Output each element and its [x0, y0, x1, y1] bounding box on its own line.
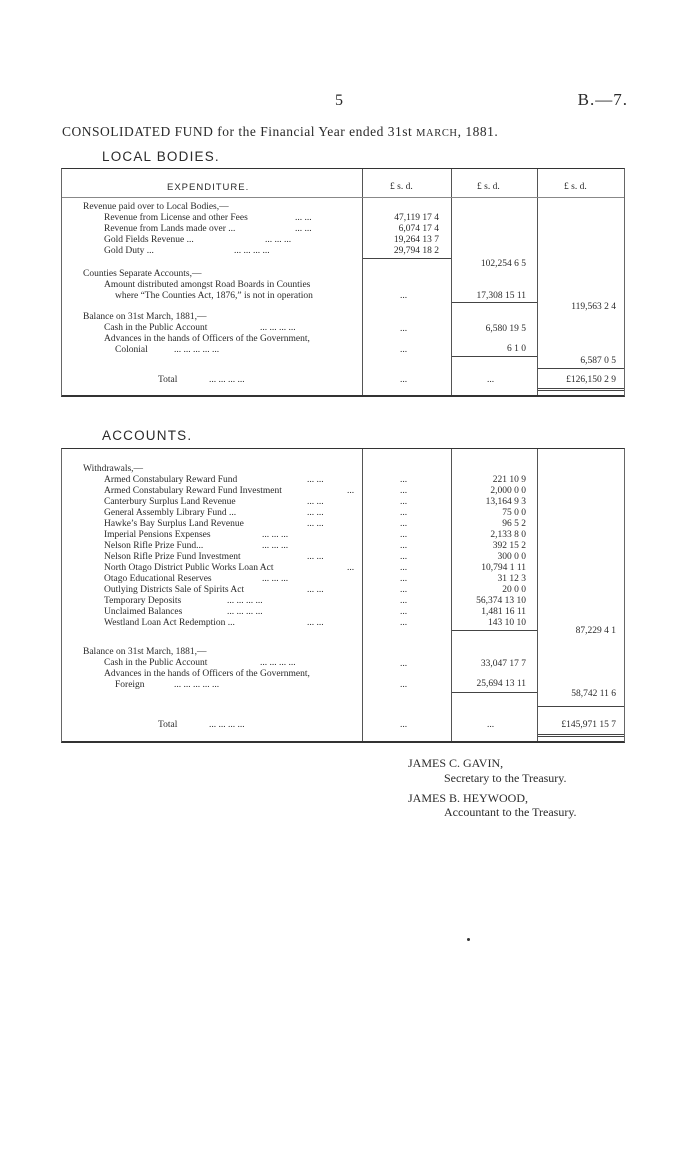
amount: 29,794 18 2 [393, 246, 439, 256]
leader-dots: ... ... [307, 475, 324, 485]
leader-dots: ... ... ... [262, 530, 289, 540]
line-label: Colonial [115, 345, 148, 355]
line-label: Advances in the hands of Officers of the Government, [104, 669, 310, 679]
line-label: where “The Counties Act, 1876,” is not in operation [115, 291, 313, 301]
line-label: Unclaimed Balances [104, 607, 183, 617]
page-number: 5 [335, 92, 343, 109]
line-label: Armed Constabulary Reward Fund [104, 475, 238, 485]
column-header: £ s. d. [390, 182, 413, 192]
leader-dots: ... [400, 530, 408, 540]
leader-dots: ... ... ... ... [260, 323, 296, 333]
amount: 96 5 2 [502, 519, 526, 529]
amount: 221 10 9 [492, 475, 526, 485]
column-header: £ s. d. [564, 182, 587, 192]
column-divider [537, 169, 538, 395]
signatory-2-name: JAMES B. HEYWOOD, [408, 791, 528, 805]
leader-dots: ... ... ... ... [209, 720, 245, 730]
leader-dots: ... [400, 291, 408, 301]
amount: 10,794 1 11 [481, 563, 526, 573]
column-divider [451, 169, 452, 395]
leader-dots: ... ... ... [262, 574, 289, 584]
leader-dots: ... [400, 508, 408, 518]
amount: 2,133 8 0 [490, 530, 526, 540]
double-rule [538, 734, 624, 735]
page-title [62, 124, 498, 140]
ink-speck [467, 938, 470, 941]
leader-dots: ... [400, 345, 408, 355]
leader-dots: ... [400, 574, 408, 584]
amount: 75 0 0 [502, 508, 526, 518]
amount: 20 0 0 [502, 585, 526, 595]
leader-dots: ... [400, 375, 408, 385]
leader-dots: ... [400, 497, 408, 507]
amount: 1,481 16 11 [481, 607, 526, 617]
amount: 58,742 11 6 [571, 689, 616, 699]
subtotal-rule [452, 692, 537, 693]
leader-dots: ... ... ... ... [260, 658, 296, 668]
signatory-1-name: JAMES C. GAVIN, [408, 756, 504, 770]
expenditure-heading: EXPENDITURE. [167, 182, 250, 193]
leader-dots: ... [400, 720, 408, 730]
double-rule [538, 390, 624, 391]
leader-dots: ... [400, 324, 408, 334]
leader-dots: ... [347, 486, 355, 496]
subtotal-rule [452, 302, 537, 303]
column-header: £ s. d. [477, 182, 500, 192]
line-label: Gold Duty ... [104, 246, 154, 256]
leader-dots: ... ... [295, 224, 312, 234]
line-label: Outlying Districts Sale of Spirits Act [104, 585, 245, 595]
amount: 47,119 17 4 [394, 213, 439, 223]
line-label: General Assembly Library Fund ... [104, 508, 237, 518]
line-label: North Otago District Public Works Loan Act [104, 563, 274, 573]
leader-dots: ... [400, 618, 408, 628]
revenue-heading: Revenue paid over to Local Bodies,— [83, 202, 229, 212]
leader-dots: ... [400, 486, 408, 496]
leader-dots: ... ... [307, 508, 324, 518]
leader-dots: ... ... ... ... ... [174, 345, 220, 355]
amount: 13,164 9 3 [485, 497, 526, 507]
column-divider [362, 169, 363, 395]
amount: 87,229 4 1 [575, 626, 616, 636]
section-heading-local-bodies: LOCAL BODIES. [102, 149, 220, 164]
line-label: Amount distributed amongst Road Boards in Counties [104, 280, 311, 290]
double-rule [538, 388, 624, 389]
line-label: Nelson Rifle Prize Fund... [104, 541, 204, 551]
leader-dots: ... ... ... ... [227, 607, 263, 617]
line-label: Westland Loan Act Redemption ... [104, 618, 235, 628]
amount: 25,694 13 11 [476, 679, 526, 689]
line-label: Otago Educational Reserves [104, 574, 212, 584]
column-divider [362, 449, 363, 741]
amount: 392 15 2 [492, 541, 526, 551]
amount: 31 12 3 [497, 574, 526, 584]
subtotal-rule [452, 630, 537, 631]
section-heading-accounts: ACCOUNTS. [102, 428, 193, 443]
column-divider [537, 449, 538, 741]
local-bodies-table [61, 168, 625, 397]
total-rule [538, 706, 624, 707]
line-label: Revenue from License and other Fees [104, 213, 248, 223]
leader-dots: ... ... [307, 585, 324, 595]
leader-dots: ... ... ... ... ... [174, 680, 220, 690]
document-reference: B.—7. [577, 90, 628, 109]
line-label: Advances in the hands of Officers of the Government, [104, 334, 310, 344]
leader-dots: ... [400, 585, 408, 595]
amount: 33,047 17 7 [480, 659, 526, 669]
accounts-table [61, 448, 625, 743]
signatory-1-title: Secretary to the Treasury. [444, 771, 567, 785]
grand-total: £145,971 15 7 [561, 720, 616, 730]
leader-dots: ... ... ... ... [209, 375, 245, 385]
line-label: Gold Fields Revenue ... [104, 235, 194, 245]
balance-heading: Balance on 31st March, 1881,— [83, 312, 207, 322]
header-rule [62, 197, 624, 198]
line-label: Temporary Deposits [104, 596, 182, 606]
amount: 6,074 17 4 [398, 224, 439, 234]
leader-dots: ... [400, 563, 408, 573]
signatory-2-title: Accountant to the Treasury. [444, 805, 577, 819]
leader-dots: ... [400, 596, 408, 606]
line-label: Nelson Rifle Prize Fund Investment [104, 552, 241, 562]
total-rule [538, 368, 624, 369]
line-label: Foreign [115, 680, 145, 690]
line-label: Cash in the Public Account [104, 658, 208, 668]
leader-dots: ... ... [307, 552, 324, 562]
withdrawals-heading: Withdrawals,— [83, 464, 144, 474]
line-label: Canterbury Surplus Land Revenue [104, 497, 236, 507]
subtotal-rule [363, 258, 451, 259]
leader-dots: ... ... [295, 213, 312, 223]
leader-dots: ... [400, 519, 408, 529]
counties-heading: Counties Separate Accounts,— [83, 269, 202, 279]
line-label: Armed Constabulary Reward Fund Investment [104, 486, 282, 496]
title-start: CONSOLIDATED FUND for the Financial Year ended 31st [62, 124, 417, 139]
leader-dots: ... [400, 659, 408, 669]
title-month: MARCH [416, 128, 458, 139]
line-label: Revenue from Lands made over ... [104, 224, 236, 234]
amount: 102,254 6 5 [480, 259, 526, 269]
line-label: Hawke’s Bay Surplus Land Revenue [104, 519, 244, 529]
subtotal-rule [452, 356, 537, 357]
amount: 19,264 13 7 [393, 235, 439, 245]
leader-dots: ... ... ... [265, 235, 292, 245]
amount: 300 0 0 [497, 552, 526, 562]
title-end: , 1881. [457, 124, 499, 139]
amount: 119,563 2 4 [571, 302, 616, 312]
amount: 56,374 13 10 [476, 596, 526, 606]
leader-dots: ... [487, 720, 495, 730]
leader-dots: ... ... [307, 618, 324, 628]
leader-dots: ... ... ... ... [227, 596, 263, 606]
amount: 2,000 0 0 [490, 486, 526, 496]
amount: 6,587 0 5 [580, 356, 616, 366]
leader-dots: ... [400, 552, 408, 562]
balance-heading: Balance on 31st March, 1881,— [83, 647, 207, 657]
amount: 6 1 0 [507, 344, 526, 354]
amount: 6,580 19 5 [485, 324, 526, 334]
leader-dots: ... ... [307, 497, 324, 507]
line-label: Cash in the Public Account [104, 323, 208, 333]
total-label: Total [158, 375, 178, 385]
amount: 143 10 10 [488, 618, 526, 628]
grand-total: £126,150 2 9 [566, 375, 616, 385]
leader-dots: ... [400, 680, 408, 690]
column-divider [451, 449, 452, 741]
leader-dots: ... ... ... [262, 541, 289, 551]
leader-dots: ... [400, 475, 408, 485]
leader-dots: ... [487, 375, 495, 385]
double-rule [538, 736, 624, 737]
leader-dots: ... [400, 607, 408, 617]
leader-dots: ... ... ... ... [234, 246, 270, 256]
leader-dots: ... [400, 541, 408, 551]
line-label: Imperial Pensions Expenses [104, 530, 211, 540]
leader-dots: ... [347, 563, 355, 573]
amount: 17,308 15 11 [476, 291, 526, 301]
total-label: Total [158, 720, 178, 730]
leader-dots: ... ... [307, 519, 324, 529]
